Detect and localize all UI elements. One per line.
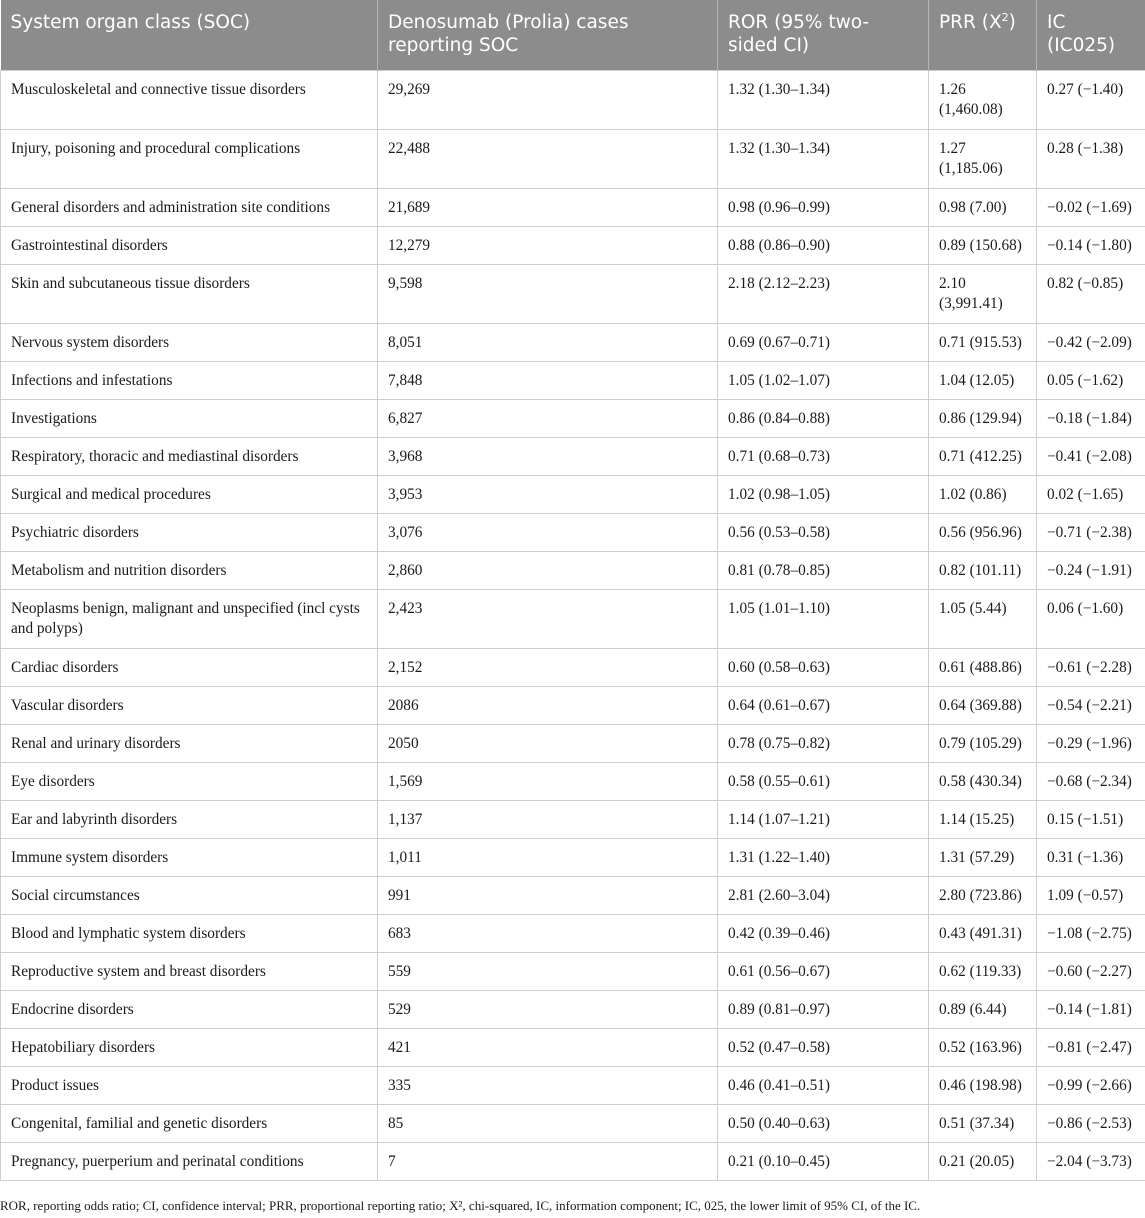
- soc-cell: Pregnancy, puerperium and perinatal conditions: [1, 1142, 378, 1180]
- table-row: [1, 800, 1145, 838]
- prr-cell: 0.89 (150.68): [929, 226, 1037, 264]
- prr-cell: 0.86 (129.94): [929, 399, 1037, 437]
- ic-cell: −0.71 (−2.38): [1037, 513, 1145, 551]
- soc-cell: Product issues: [1, 1066, 378, 1104]
- soc-cell: Respiratory, thoracic and mediastinal disorders: [1, 437, 378, 475]
- cases-cell: 2086: [378, 686, 718, 724]
- ic-cell: −0.54 (−2.21): [1037, 686, 1145, 724]
- ic-cell: −0.41 (−2.08): [1037, 437, 1145, 475]
- table-row: [1, 1028, 1145, 1066]
- ror-cell: 1.02 (0.98–1.05): [718, 475, 929, 513]
- cases-cell: 7,848: [378, 361, 718, 399]
- ic-cell: −0.68 (−2.34): [1037, 762, 1145, 800]
- table-row: [1, 551, 1145, 589]
- soc-cell: Blood and lymphatic system disorders: [1, 914, 378, 952]
- cases-cell: 8,051: [378, 323, 718, 361]
- prr-cell: 1.27 (1,185.06): [929, 129, 1037, 188]
- ic-cell: −0.24 (−1.91): [1037, 551, 1145, 589]
- table-row: [1, 686, 1145, 724]
- ic-cell: −0.99 (−2.66): [1037, 1066, 1145, 1104]
- cases-cell: 3,953: [378, 475, 718, 513]
- table-row: [1, 188, 1145, 226]
- soc-cell: Hepatobiliary disorders: [1, 1028, 378, 1066]
- header-prr-superscript: 2: [1001, 10, 1009, 24]
- cases-cell: 12,279: [378, 226, 718, 264]
- ror-cell: 0.42 (0.39–0.46): [718, 914, 929, 952]
- soc-cell: Gastrointestinal disorders: [1, 226, 378, 264]
- prr-cell: 0.21 (20.05): [929, 1142, 1037, 1180]
- prr-cell: 2.10 (3,991.41): [929, 264, 1037, 323]
- prr-cell: 0.82 (101.11): [929, 551, 1037, 589]
- prr-cell: 0.52 (163.96): [929, 1028, 1037, 1066]
- table-row: [1, 1142, 1145, 1180]
- prr-cell: 0.62 (119.33): [929, 952, 1037, 990]
- table-row: [1, 648, 1145, 686]
- ic-cell: −0.86 (−2.53): [1037, 1104, 1145, 1142]
- prr-cell: 0.79 (105.29): [929, 724, 1037, 762]
- cases-cell: 3,968: [378, 437, 718, 475]
- ror-cell: 0.78 (0.75–0.82): [718, 724, 929, 762]
- ror-cell: 0.89 (0.81–0.97): [718, 990, 929, 1028]
- cases-cell: 559: [378, 952, 718, 990]
- soc-cell: Ear and labyrinth disorders: [1, 800, 378, 838]
- ic-cell: 0.31 (−1.36): [1037, 838, 1145, 876]
- table-row: [1, 1104, 1145, 1142]
- header-prr-close: ): [1008, 12, 1016, 33]
- prr-cell: 0.64 (369.88): [929, 686, 1037, 724]
- prr-cell: 1.05 (5.44): [929, 589, 1037, 648]
- cases-cell: 3,076: [378, 513, 718, 551]
- ror-cell: 0.61 (0.56–0.67): [718, 952, 929, 990]
- ror-cell: 0.50 (0.40–0.63): [718, 1104, 929, 1142]
- cases-cell: 683: [378, 914, 718, 952]
- cases-cell: 2,860: [378, 551, 718, 589]
- prr-cell: 0.43 (491.31): [929, 914, 1037, 952]
- ic-cell: −0.18 (−1.84): [1037, 399, 1145, 437]
- prr-cell: 0.51 (37.34): [929, 1104, 1037, 1142]
- prr-cell: 1.31 (57.29): [929, 838, 1037, 876]
- soc-cell: Metabolism and nutrition disorders: [1, 551, 378, 589]
- table-body: [1, 70, 1145, 1180]
- ror-cell: 0.86 (0.84–0.88): [718, 399, 929, 437]
- table-row: [1, 762, 1145, 800]
- ror-cell: 0.98 (0.96–0.99): [718, 188, 929, 226]
- prr-cell: 1.04 (12.05): [929, 361, 1037, 399]
- ic-cell: −2.04 (−3.73): [1037, 1142, 1145, 1180]
- ic-cell: −0.42 (−2.09): [1037, 323, 1145, 361]
- ror-cell: 0.88 (0.86–0.90): [718, 226, 929, 264]
- prr-cell: 0.89 (6.44): [929, 990, 1037, 1028]
- soc-cell: Renal and urinary disorders: [1, 724, 378, 762]
- header-prr-label: PRR (X: [939, 12, 1002, 33]
- ror-cell: 1.14 (1.07–1.21): [718, 800, 929, 838]
- table-row: [1, 437, 1145, 475]
- ror-cell: 1.31 (1.22–1.40): [718, 838, 929, 876]
- soc-cell: Congenital, familial and genetic disorders: [1, 1104, 378, 1142]
- table-row: [1, 475, 1145, 513]
- soc-cell: General disorders and administration site conditions: [1, 188, 378, 226]
- ic-cell: −0.61 (−2.28): [1037, 648, 1145, 686]
- cases-cell: 85: [378, 1104, 718, 1142]
- soc-cell: Musculoskeletal and connective tissue disorders: [1, 70, 378, 129]
- table-row: [1, 876, 1145, 914]
- table-row: [1, 323, 1145, 361]
- cases-cell: 529: [378, 990, 718, 1028]
- ic-cell: −1.08 (−2.75): [1037, 914, 1145, 952]
- cases-cell: 22,488: [378, 129, 718, 188]
- cases-cell: 2050: [378, 724, 718, 762]
- ror-cell: 2.18 (2.12–2.23): [718, 264, 929, 323]
- ic-cell: 1.09 (−0.57): [1037, 876, 1145, 914]
- cases-cell: 6,827: [378, 399, 718, 437]
- table-row: [1, 952, 1145, 990]
- ic-cell: 0.06 (−1.60): [1037, 589, 1145, 648]
- table-row: [1, 129, 1145, 188]
- cases-cell: 29,269: [378, 70, 718, 129]
- cases-cell: 1,569: [378, 762, 718, 800]
- ror-cell: 0.58 (0.55–0.61): [718, 762, 929, 800]
- soc-cell: Immune system disorders: [1, 838, 378, 876]
- table-header: [1, 0, 1145, 70]
- ic-cell: 0.02 (−1.65): [1037, 475, 1145, 513]
- prr-cell: 0.56 (956.96): [929, 513, 1037, 551]
- table-row: [1, 1066, 1145, 1104]
- cases-cell: 9,598: [378, 264, 718, 323]
- soc-cell: Infections and infestations: [1, 361, 378, 399]
- ror-cell: 2.81 (2.60–3.04): [718, 876, 929, 914]
- header-ic: IC (IC025): [1047, 12, 1116, 56]
- prr-cell: 1.14 (15.25): [929, 800, 1037, 838]
- table-row: [1, 589, 1145, 648]
- cases-cell: 2,152: [378, 648, 718, 686]
- table-row: [1, 724, 1145, 762]
- cases-cell: 2,423: [378, 589, 718, 648]
- ic-cell: −0.81 (−2.47): [1037, 1028, 1145, 1066]
- table-row: [1, 513, 1145, 551]
- ror-cell: 0.69 (0.67–0.71): [718, 323, 929, 361]
- soc-cell: Skin and subcutaneous tissue disorders: [1, 264, 378, 323]
- ic-cell: −0.02 (−1.69): [1037, 188, 1145, 226]
- soc-cell: Psychiatric disorders: [1, 513, 378, 551]
- ic-cell: 0.15 (−1.51): [1037, 800, 1145, 838]
- header-soc: System organ class (SOC): [1, 0, 378, 70]
- prr-cell: 0.98 (7.00): [929, 188, 1037, 226]
- table-row: [1, 838, 1145, 876]
- ic-cell: −0.14 (−1.81): [1037, 990, 1145, 1028]
- prr-cell: 0.58 (430.34): [929, 762, 1037, 800]
- ic-cell: 0.82 (−0.85): [1037, 264, 1145, 323]
- cases-cell: 7: [378, 1142, 718, 1180]
- table-row: [1, 399, 1145, 437]
- table-row: [1, 361, 1145, 399]
- ror-cell: 0.21 (0.10–0.45): [718, 1142, 929, 1180]
- table-row: [1, 70, 1145, 129]
- ror-cell: 0.60 (0.58–0.63): [718, 648, 929, 686]
- cases-cell: 991: [378, 876, 718, 914]
- ror-cell: 0.81 (0.78–0.85): [718, 551, 929, 589]
- cases-cell: 21,689: [378, 188, 718, 226]
- ror-cell: 0.46 (0.41–0.51): [718, 1066, 929, 1104]
- soc-cell: Investigations: [1, 399, 378, 437]
- soc-cell: Nervous system disorders: [1, 323, 378, 361]
- table-footnote: ROR, reporting odds ratio; CI, confidence interval; PRR, proportional reporting ratio; X², chi-squared, IC, information component; IC, 025, the lower limit of 95% CI, of the IC.: [0, 1198, 921, 1213]
- ic-cell: −0.60 (−2.27): [1037, 952, 1145, 990]
- ic-cell: −0.14 (−1.80): [1037, 226, 1145, 264]
- soc-cell: Injury, poisoning and procedural complications: [1, 129, 378, 188]
- ic-cell: −0.29 (−1.96): [1037, 724, 1145, 762]
- ic-cell: 0.28 (−1.38): [1037, 129, 1145, 188]
- ror-cell: 1.05 (1.01–1.10): [718, 589, 929, 648]
- ror-cell: 0.64 (0.61–0.67): [718, 686, 929, 724]
- soc-cell: Cardiac disorders: [1, 648, 378, 686]
- cases-cell: 335: [378, 1066, 718, 1104]
- ror-cell: 1.32 (1.30–1.34): [718, 129, 929, 188]
- soc-cell: Endocrine disorders: [1, 990, 378, 1028]
- prr-cell: 0.71 (915.53): [929, 323, 1037, 361]
- header-prr: [929, 0, 1037, 70]
- cases-cell: 1,011: [378, 838, 718, 876]
- ror-cell: 1.32 (1.30–1.34): [718, 70, 929, 129]
- ic-cell: 0.27 (−1.40): [1037, 70, 1145, 129]
- table-row: [1, 264, 1145, 323]
- ror-cell: 0.52 (0.47–0.58): [718, 1028, 929, 1066]
- soc-cell: Reproductive system and breast disorders: [1, 952, 378, 990]
- table-row: [1, 990, 1145, 1028]
- cases-cell: 1,137: [378, 800, 718, 838]
- ic-cell: 0.05 (−1.62): [1037, 361, 1145, 399]
- prr-cell: 0.61 (488.86): [929, 648, 1037, 686]
- cases-cell: 421: [378, 1028, 718, 1066]
- prr-cell: 2.80 (723.86): [929, 876, 1037, 914]
- prr-cell: 0.71 (412.25): [929, 437, 1037, 475]
- soc-cell: Social circumstances: [1, 876, 378, 914]
- prr-cell: 0.46 (198.98): [929, 1066, 1037, 1104]
- soc-cell: Eye disorders: [1, 762, 378, 800]
- header-cases: Denosumab (Prolia) cases reporting SOC: [378, 0, 718, 70]
- soc-cell: Surgical and medical procedures: [1, 475, 378, 513]
- ror-cell: 0.71 (0.68–0.73): [718, 437, 929, 475]
- ror-cell: 1.05 (1.02–1.07): [718, 361, 929, 399]
- table-row: [1, 914, 1145, 952]
- header-ror: ROR (95% two-sided CI): [718, 0, 929, 70]
- prr-cell: 1.26 (1,460.08): [929, 70, 1037, 129]
- prr-cell: 1.02 (0.86): [929, 475, 1037, 513]
- table-row: [1, 226, 1145, 264]
- ror-cell: 0.56 (0.53–0.58): [718, 513, 929, 551]
- header-row: [1, 0, 1145, 70]
- soc-cell: Vascular disorders: [1, 686, 378, 724]
- soc-cell: Neoplasms benign, malignant and unspecified (incl cysts and polyps): [1, 589, 378, 648]
